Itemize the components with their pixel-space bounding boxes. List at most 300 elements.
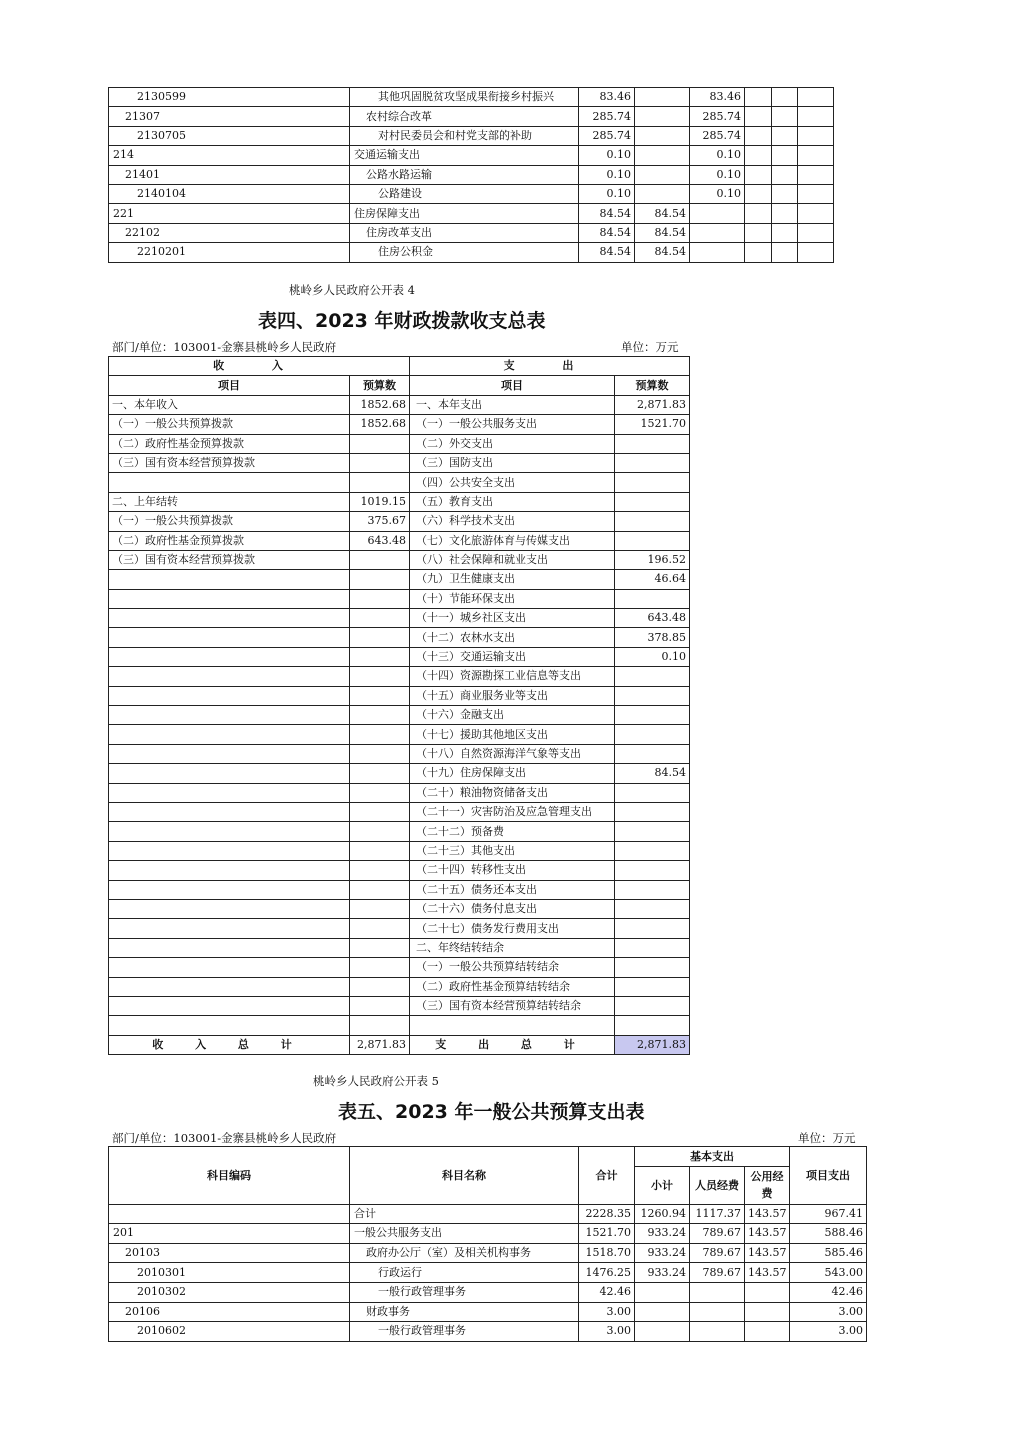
value-project: 3.00 <box>790 1302 867 1322</box>
subject-name: 行政运行 <box>350 1263 579 1283</box>
income-value <box>350 453 410 472</box>
value-subtotal <box>635 1282 690 1302</box>
table4-caption: 桃岭乡人民政府公开表 4 <box>289 283 415 297</box>
expense-item: （二十一）灾害防治及应急管理支出 <box>410 802 615 821</box>
expense-item: （十六）金融支出 <box>410 706 615 725</box>
expense-value <box>615 1016 690 1035</box>
empty-cell <box>772 107 798 126</box>
expense-item <box>410 1016 615 1035</box>
subject-code: 2130705 <box>109 126 350 145</box>
expense-item: （一）一般公共服务支出 <box>410 415 615 434</box>
expense-item: （二十六）债务付息支出 <box>410 899 615 918</box>
table-row <box>109 822 690 841</box>
expense-value <box>615 938 690 957</box>
value-total: 0.10 <box>579 146 635 165</box>
expense-item: （二）政府性基金预算结转结余 <box>410 977 615 996</box>
value-project <box>690 204 745 223</box>
income-value <box>350 880 410 899</box>
income-item <box>109 725 350 744</box>
table-row <box>109 1282 867 1302</box>
expense-value <box>615 919 690 938</box>
table-row <box>109 512 690 531</box>
value-basic <box>635 126 690 145</box>
empty-cell <box>772 126 798 145</box>
expense-item: （七）文化旅游体育与传媒支出 <box>410 531 615 550</box>
income-item <box>109 706 350 725</box>
value-subtotal: 933.24 <box>635 1263 690 1283</box>
table-row <box>109 706 690 725</box>
expense-value <box>615 706 690 725</box>
expense-value: 1521.70 <box>615 415 690 434</box>
subject-name: 一般行政管理事务 <box>350 1322 579 1342</box>
subject-code: 21401 <box>109 165 350 184</box>
income-value <box>350 841 410 860</box>
expense-item: （十七）援助其他地区支出 <box>410 725 615 744</box>
public-header: 公用经费 <box>745 1166 790 1204</box>
table-row <box>109 395 690 414</box>
value-basic <box>635 107 690 126</box>
income-value <box>350 938 410 957</box>
value-total: 84.54 <box>579 223 635 242</box>
income-item <box>109 589 350 608</box>
value-basic: 84.54 <box>635 223 690 242</box>
expense-value <box>615 841 690 860</box>
subject-name: 其他巩固脱贫攻坚成果衔接乡村振兴 <box>350 88 579 107</box>
table-row <box>109 589 690 608</box>
value-total: 83.46 <box>579 88 635 107</box>
expense-value <box>615 686 690 705</box>
value-personnel <box>690 1322 745 1342</box>
income-item <box>109 1016 350 1035</box>
expense-item: （三）国防支出 <box>410 453 615 472</box>
income-item <box>109 686 350 705</box>
value-project <box>690 223 745 242</box>
value-total: 1476.25 <box>579 1263 635 1283</box>
expense-value <box>615 453 690 472</box>
table-row <box>109 223 834 242</box>
table5-header-row-1 <box>109 1147 867 1167</box>
value-basic <box>635 165 690 184</box>
expense-value <box>615 434 690 453</box>
table-row <box>109 1263 867 1283</box>
table4-budget-summary <box>108 356 690 1055</box>
table-row <box>109 165 834 184</box>
table-row <box>109 958 690 977</box>
table4-title: 表四、2023 年财政拨款收支总表 <box>258 310 546 332</box>
expense-item: （六）科学技术支出 <box>410 512 615 531</box>
value-basic: 84.54 <box>635 204 690 223</box>
expense-budget-header: 预算数 <box>615 376 690 395</box>
value-public <box>745 1282 790 1302</box>
subject-code <box>109 1204 350 1224</box>
income-value <box>350 667 410 686</box>
table-row <box>109 628 690 647</box>
income-value <box>350 783 410 802</box>
income-value <box>350 473 410 492</box>
expense-value <box>615 473 690 492</box>
empty-cell <box>745 165 772 184</box>
subject-code: 20106 <box>109 1302 350 1322</box>
expense-item: （十二）农林水支出 <box>410 628 615 647</box>
income-item <box>109 996 350 1015</box>
expense-total-label: 支 出 总 计 <box>410 1035 615 1054</box>
table-row <box>109 1302 867 1322</box>
table-row <box>109 1243 867 1263</box>
value-total: 84.54 <box>579 243 635 262</box>
value-subtotal <box>635 1322 690 1342</box>
expense-value <box>615 822 690 841</box>
table-row <box>109 184 834 203</box>
table-row <box>109 570 690 589</box>
value-total: 1518.70 <box>579 1243 635 1263</box>
expense-value <box>615 492 690 511</box>
value-total: 285.74 <box>579 107 635 126</box>
table-row <box>109 977 690 996</box>
empty-cell <box>772 204 798 223</box>
income-item <box>109 802 350 821</box>
income-value: 1852.68 <box>350 395 410 414</box>
expense-value <box>615 802 690 821</box>
income-item <box>109 764 350 783</box>
table-row <box>109 764 690 783</box>
subject-name: 公路建设 <box>350 184 579 203</box>
empty-cell <box>745 184 772 203</box>
subject-code: 2130599 <box>109 88 350 107</box>
income-item <box>109 473 350 492</box>
income-item <box>109 938 350 957</box>
expense-item: （二）外交支出 <box>410 434 615 453</box>
value-total: 3.00 <box>579 1322 635 1342</box>
value-project <box>690 243 745 262</box>
expense-item: （十八）自然资源海洋气象等支出 <box>410 744 615 763</box>
subject-code: 21307 <box>109 107 350 126</box>
income-value: 375.67 <box>350 512 410 531</box>
income-total-value: 2,871.83 <box>350 1035 410 1054</box>
value-basic: 84.54 <box>635 243 690 262</box>
subject-name: 对村民委员会和村党支部的补助 <box>350 126 579 145</box>
value-project: 285.74 <box>690 126 745 145</box>
subtotal-header: 小计 <box>635 1166 690 1204</box>
income-value <box>350 996 410 1015</box>
table-row <box>109 783 690 802</box>
empty-cell <box>772 146 798 165</box>
table3-continued <box>108 87 834 263</box>
table4-dept: 部门/单位：103001-金寨县桃岭乡人民政府 <box>112 340 337 354</box>
expense-item: （二十二）预备费 <box>410 822 615 841</box>
value-personnel <box>690 1302 745 1322</box>
expense-item: （十）节能环保支出 <box>410 589 615 608</box>
table-row <box>109 841 690 860</box>
income-item: （二）政府性基金预算拨款 <box>109 531 350 550</box>
empty-cell <box>798 107 834 126</box>
table4-section-header <box>109 357 690 376</box>
empty-cell <box>798 223 834 242</box>
expense-value <box>615 861 690 880</box>
table-row <box>109 204 834 223</box>
table-row <box>109 243 834 262</box>
subject-code: 2210201 <box>109 243 350 262</box>
value-project: 585.46 <box>790 1243 867 1263</box>
expense-item: （二十五）债务还本支出 <box>410 880 615 899</box>
income-item: （二）政府性基金预算拨款 <box>109 434 350 453</box>
income-value <box>350 977 410 996</box>
empty-cell <box>745 146 772 165</box>
expense-value <box>615 589 690 608</box>
table-row <box>109 647 690 666</box>
value-personnel: 789.67 <box>690 1263 745 1283</box>
income-value <box>350 628 410 647</box>
income-item <box>109 609 350 628</box>
expense-value <box>615 744 690 763</box>
income-value <box>350 434 410 453</box>
value-project: 588.46 <box>790 1224 867 1244</box>
empty-cell <box>798 146 834 165</box>
value-project: 42.46 <box>790 1282 867 1302</box>
subject-name: 公路水路运输 <box>350 165 579 184</box>
income-item <box>109 841 350 860</box>
empty-cell <box>798 243 834 262</box>
income-item <box>109 977 350 996</box>
expense-value <box>615 880 690 899</box>
expense-item: （三）国有资本经营预算结转结余 <box>410 996 615 1015</box>
subject-code: 2010301 <box>109 1263 350 1283</box>
expense-item: （十五）商业服务业等支出 <box>410 686 615 705</box>
subject-code: 2010302 <box>109 1282 350 1302</box>
income-value <box>350 706 410 725</box>
income-item <box>109 744 350 763</box>
income-item: 二、上年结转 <box>109 492 350 511</box>
value-project: 83.46 <box>690 88 745 107</box>
table-row <box>109 550 690 569</box>
expense-item-header: 项目 <box>410 376 615 395</box>
income-item: 一、本年收入 <box>109 395 350 414</box>
value-total: 0.10 <box>579 165 635 184</box>
value-subtotal: 933.24 <box>635 1224 690 1244</box>
empty-cell <box>772 184 798 203</box>
subject-code: 2010602 <box>109 1322 350 1342</box>
subject-name: 住房改革支出 <box>350 223 579 242</box>
table-row <box>109 744 690 763</box>
empty-cell <box>745 107 772 126</box>
subject-code: 22102 <box>109 223 350 242</box>
table-row <box>109 415 690 434</box>
code-header: 科目编码 <box>109 1147 350 1205</box>
subject-name: 一般公共服务支出 <box>350 1224 579 1244</box>
table-row <box>109 938 690 957</box>
income-value <box>350 570 410 589</box>
subject-code: 20103 <box>109 1243 350 1263</box>
expense-value <box>615 996 690 1015</box>
income-item <box>109 861 350 880</box>
expense-item: （二十四）转移性支出 <box>410 861 615 880</box>
income-item <box>109 628 350 647</box>
value-project: 543.00 <box>790 1263 867 1283</box>
income-item: （一）一般公共预算拨款 <box>109 415 350 434</box>
income-item: （三）国有资本经营预算拨款 <box>109 453 350 472</box>
table5-dept: 部门/单位：103001-金寨县桃岭乡人民政府 <box>112 1131 337 1145</box>
value-project: 3.00 <box>790 1322 867 1342</box>
table-row <box>109 919 690 938</box>
value-total: 2228.35 <box>579 1204 635 1224</box>
expense-item: （十一）城乡社区支出 <box>410 609 615 628</box>
income-item <box>109 667 350 686</box>
table-row <box>109 609 690 628</box>
table4-total-row <box>109 1035 690 1054</box>
expense-value <box>615 512 690 531</box>
subject-code: 2140104 <box>109 184 350 203</box>
expense-item: 二、年终结转结余 <box>410 938 615 957</box>
table5-general-expenditure <box>108 1146 867 1342</box>
table-row <box>109 473 690 492</box>
income-value <box>350 861 410 880</box>
expense-value <box>615 899 690 918</box>
subject-name: 农村综合改革 <box>350 107 579 126</box>
personnel-header: 人员经费 <box>690 1166 745 1204</box>
table4-column-header <box>109 376 690 395</box>
income-value <box>350 550 410 569</box>
value-total: 42.46 <box>579 1282 635 1302</box>
empty-cell <box>798 184 834 203</box>
project-header: 项目支出 <box>790 1147 867 1205</box>
expense-value: 46.64 <box>615 570 690 589</box>
value-basic <box>635 146 690 165</box>
expense-value <box>615 977 690 996</box>
table-row <box>109 880 690 899</box>
subject-code: 201 <box>109 1224 350 1244</box>
income-value <box>350 686 410 705</box>
expense-item: （九）卫生健康支出 <box>410 570 615 589</box>
income-value <box>350 899 410 918</box>
expense-value: 0.10 <box>615 647 690 666</box>
table-row <box>109 1016 690 1035</box>
income-item <box>109 570 350 589</box>
empty-cell <box>798 204 834 223</box>
income-value <box>350 919 410 938</box>
income-item <box>109 783 350 802</box>
value-total: 1521.70 <box>579 1224 635 1244</box>
table-row <box>109 88 834 107</box>
name-header: 科目名称 <box>350 1147 579 1205</box>
value-basic <box>635 184 690 203</box>
table-row <box>109 725 690 744</box>
income-item: （三）国有资本经营预算拨款 <box>109 550 350 569</box>
income-value <box>350 958 410 977</box>
income-value: 643.48 <box>350 531 410 550</box>
value-basic <box>635 88 690 107</box>
value-total: 0.10 <box>579 184 635 203</box>
income-item <box>109 880 350 899</box>
value-public <box>745 1322 790 1342</box>
expense-value: 2,871.83 <box>615 395 690 414</box>
value-project: 285.74 <box>690 107 745 126</box>
empty-cell <box>772 223 798 242</box>
empty-cell <box>745 126 772 145</box>
expense-value <box>615 783 690 802</box>
subject-name: 交通运输支出 <box>350 146 579 165</box>
expense-item: （四）公共安全支出 <box>410 473 615 492</box>
expense-total-value: 2,871.83 <box>615 1035 690 1054</box>
income-value <box>350 725 410 744</box>
table-row <box>109 1224 867 1244</box>
value-personnel: 789.67 <box>690 1224 745 1244</box>
income-value <box>350 764 410 783</box>
table5-unit: 单位：万元 <box>798 1131 856 1145</box>
expense-item: （十四）资源勘探工业信息等支出 <box>410 667 615 686</box>
table5-title: 表五、2023 年一般公共预算支出表 <box>338 1101 645 1123</box>
subject-name: 财政事务 <box>350 1302 579 1322</box>
value-personnel <box>690 1282 745 1302</box>
expense-item: （十九）住房保障支出 <box>410 764 615 783</box>
empty-cell <box>798 88 834 107</box>
table-row <box>109 861 690 880</box>
table-row <box>109 802 690 821</box>
table-row <box>109 899 690 918</box>
income-item: （一）一般公共预算拨款 <box>109 512 350 531</box>
expense-item: （二十三）其他支出 <box>410 841 615 860</box>
value-project: 0.10 <box>690 146 745 165</box>
income-value <box>350 802 410 821</box>
expense-value: 196.52 <box>615 550 690 569</box>
expense-value: 84.54 <box>615 764 690 783</box>
expense-header: 支 出 <box>410 357 690 376</box>
table4-unit: 单位：万元 <box>621 340 679 354</box>
subject-code: 221 <box>109 204 350 223</box>
expense-value <box>615 667 690 686</box>
subject-name: 住房公积金 <box>350 243 579 262</box>
value-total: 84.54 <box>579 204 635 223</box>
value-personnel: 789.67 <box>690 1243 745 1263</box>
empty-cell <box>772 243 798 262</box>
income-item <box>109 919 350 938</box>
value-project: 967.41 <box>790 1204 867 1224</box>
income-value <box>350 822 410 841</box>
expense-item: （五）教育支出 <box>410 492 615 511</box>
value-public: 143.57 <box>745 1204 790 1224</box>
expense-item: （二十七）债务发行费用支出 <box>410 919 615 938</box>
table-row <box>109 434 690 453</box>
income-budget-header: 预算数 <box>350 376 410 395</box>
table-row <box>109 667 690 686</box>
total-header: 合计 <box>579 1147 635 1205</box>
value-total: 3.00 <box>579 1302 635 1322</box>
value-public <box>745 1302 790 1322</box>
value-public: 143.57 <box>745 1263 790 1283</box>
expense-value <box>615 531 690 550</box>
income-value <box>350 744 410 763</box>
table5-caption: 桃岭乡人民政府公开表 5 <box>313 1074 439 1088</box>
table-row <box>109 996 690 1015</box>
empty-cell <box>745 243 772 262</box>
expense-item: （十三）交通运输支出 <box>410 647 615 666</box>
income-value: 1852.68 <box>350 415 410 434</box>
value-total: 285.74 <box>579 126 635 145</box>
empty-cell <box>745 88 772 107</box>
table-row <box>109 146 834 165</box>
table-row <box>109 686 690 705</box>
value-personnel: 1117.37 <box>690 1204 745 1224</box>
empty-cell <box>772 88 798 107</box>
income-value <box>350 609 410 628</box>
expense-value <box>615 725 690 744</box>
table-row <box>109 453 690 472</box>
income-item <box>109 822 350 841</box>
income-item <box>109 899 350 918</box>
value-public: 143.57 <box>745 1243 790 1263</box>
subject-name: 一般行政管理事务 <box>350 1282 579 1302</box>
expense-value: 378.85 <box>615 628 690 647</box>
expense-value <box>615 958 690 977</box>
table-row <box>109 1204 867 1224</box>
